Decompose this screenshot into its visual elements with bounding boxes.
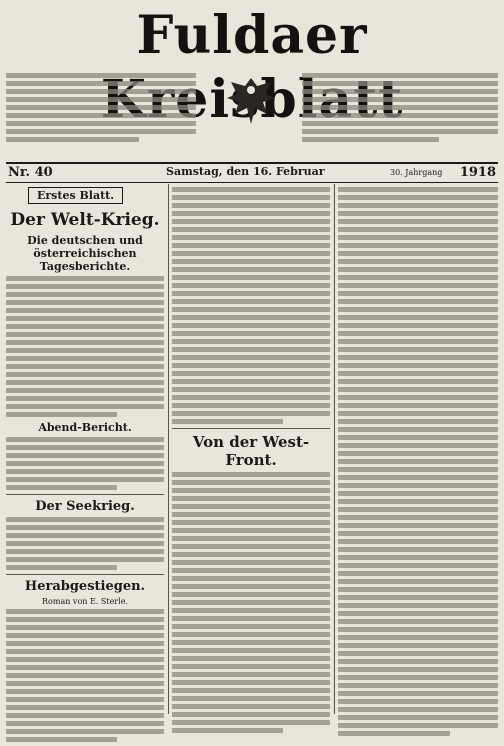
feature-body: [6, 609, 164, 742]
article-body: [172, 187, 330, 424]
column-rule: [334, 184, 335, 714]
article-body: [6, 276, 164, 417]
subheadline-reports: Die deutschen und österreichischen Tagesberichte.: [27, 234, 143, 273]
headline-world-war: Der Welt-Krieg.: [10, 210, 160, 230]
heading-naval-war: Der Seekrieg.: [35, 499, 135, 514]
issue-year: 1918: [459, 165, 496, 180]
article-body: [6, 517, 164, 570]
column-middle: [172, 184, 330, 737]
masthead-title: Fuldaer: [136, 5, 368, 66]
issue-date: Samstag, den 16. Februar: [166, 165, 325, 178]
eagle-emblem-icon: [221, 72, 281, 132]
article-body: [172, 472, 330, 733]
volume-number: 30. Jahrgang: [390, 168, 443, 177]
headline-west-front: Von der West-Front.: [192, 433, 310, 469]
subheader-block: [6, 70, 498, 158]
column-right: [338, 184, 498, 740]
heading-feature-novel: Herabgestiegen.: [24, 579, 146, 594]
advertising-notice: [302, 70, 498, 145]
subscription-notice: [6, 70, 196, 145]
newspaper-page: [6, 4, 498, 719]
issue-number: Nr. 40: [8, 165, 53, 180]
heading-evening-report: Abend-Bericht.: [38, 421, 132, 434]
section-label: Erstes Blatt.: [28, 187, 123, 204]
column-left: [6, 184, 164, 746]
article-body: [6, 437, 164, 490]
dateline-bar: [6, 162, 498, 183]
article-body: [338, 187, 498, 736]
column-rule: [168, 184, 169, 714]
masthead: [6, 4, 498, 68]
feature-byline: Roman von E. Sterle.: [42, 597, 128, 606]
